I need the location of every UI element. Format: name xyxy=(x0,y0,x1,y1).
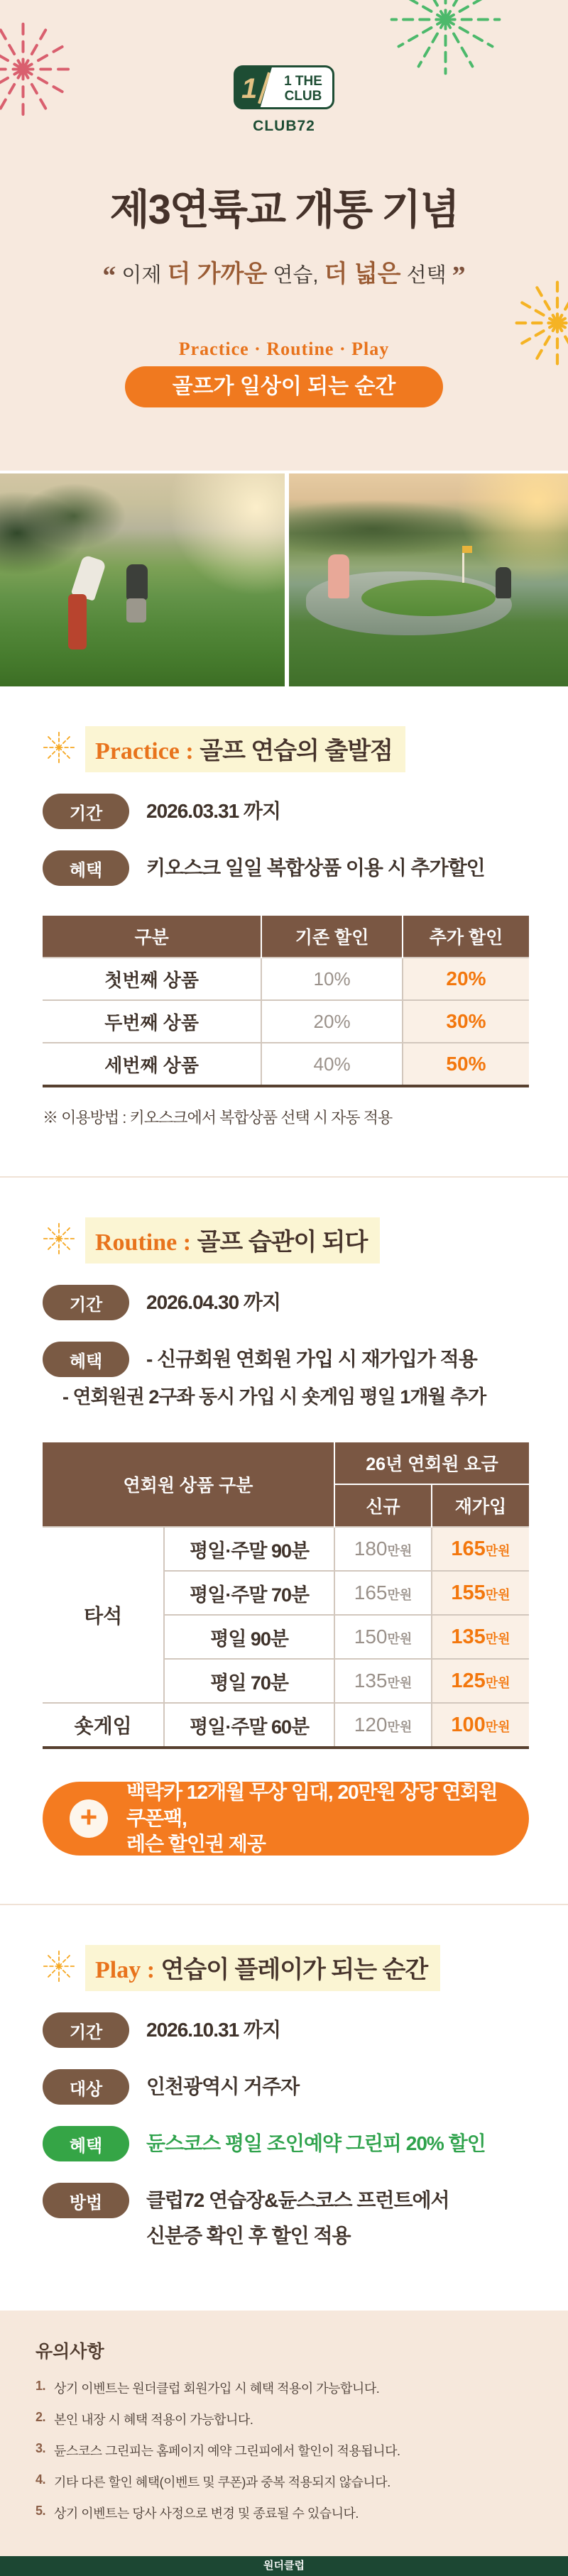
method-pill: 방법 xyxy=(43,2183,129,2218)
table-row xyxy=(43,1527,529,1571)
product-cell: 두번째 상품 xyxy=(43,1000,261,1043)
club-logo xyxy=(234,65,334,109)
col-header: 추가 할인 xyxy=(403,916,529,958)
play-method-row xyxy=(43,2183,529,2218)
member-col-header: 연회원 상품 구분 xyxy=(43,1442,334,1527)
practice-title xyxy=(85,726,405,772)
product-cell: 첫번째 상품 xyxy=(43,958,261,1000)
benefit-pill: 혜택 xyxy=(43,850,129,886)
rejoin-fee-cell: 165만원 xyxy=(432,1527,529,1571)
routine-benefit-row xyxy=(43,1342,529,1377)
period-pill: 기간 xyxy=(43,794,129,829)
play-benefit-row xyxy=(43,2126,529,2161)
new-fee-cell: 135만원 xyxy=(334,1659,432,1703)
practice-section xyxy=(0,686,568,1128)
rejoin-fee-cell: 135만원 xyxy=(432,1615,529,1659)
method-value-line2: 신분증 확인 후 할인 적용 xyxy=(146,2225,351,2247)
burst-icon xyxy=(43,1222,75,1259)
play-title-en: Play : xyxy=(95,1957,161,1983)
practice-period-row xyxy=(43,794,529,829)
period-pill: 기간 xyxy=(43,2012,129,2048)
subtitle-text-end: 선택 xyxy=(406,264,447,287)
rejoin-fee-cell: 125만원 xyxy=(432,1659,529,1703)
extra-discount-cell: 30% xyxy=(403,1000,529,1043)
new-col-header: 신규 xyxy=(334,1484,432,1527)
photo-strip xyxy=(0,471,568,686)
notice-item: 2. 본인 내장 시 혜택 적용이 가능합니다. xyxy=(36,2410,253,2427)
benefit-value: 키오스크 일일 복합상품 이용 시 추가할인 xyxy=(146,857,485,879)
benefit-value-green: 듄스코스 평일 조인예약 그린피 20% 할인 xyxy=(146,2132,486,2154)
coach-figure-pants xyxy=(68,594,87,650)
benefit-pill: 혜택 xyxy=(43,1342,129,1377)
table-row xyxy=(43,1043,529,1086)
logo-line2: CLUB xyxy=(284,89,322,104)
category-cell: 숏게임 xyxy=(43,1703,164,1748)
play-section xyxy=(0,1905,568,2282)
time-cell: 평일·주말 70분 xyxy=(164,1571,334,1615)
putting-green xyxy=(361,580,496,616)
golfer-figure-left xyxy=(328,554,349,598)
student-figure xyxy=(126,564,148,600)
notices-title: 유의사항 xyxy=(36,2342,104,2362)
hero-subtitle xyxy=(0,254,568,292)
subtitle-text: 이제 xyxy=(121,264,168,287)
bonus-line1: 백락카 12개월 무상 임대, 20만원 상당 연회원 쿠폰팩, xyxy=(126,1780,498,1829)
rejoin-fee-cell: 155만원 xyxy=(432,1571,529,1615)
logo-line1: 1 THE xyxy=(284,74,322,89)
new-fee-cell: 120만원 xyxy=(334,1703,432,1748)
notice-item: 5. 상기 이벤트는 당사 사정으로 변경 및 종료될 수 있습니다. xyxy=(36,2504,359,2521)
play-title xyxy=(85,1945,440,1991)
notice-item: 4. 기타 다른 할인 혜택(이벤트 및 쿠폰)과 중복 적용되지 않습니다. xyxy=(36,2472,390,2489)
play-title-ko: 연습이 플레이가 되는 순간 xyxy=(160,1956,428,1983)
routine-period-row xyxy=(43,1285,529,1320)
benefit-value-line1: - 신규회원 연회원 가입 시 재가입가 적용 xyxy=(146,1348,477,1370)
golfer-figure-right xyxy=(496,567,511,598)
practice-title-ko: 골프 연습의 출발점 xyxy=(200,738,393,764)
bonus-banner xyxy=(43,1782,529,1856)
routine-title-en: Routine : xyxy=(95,1229,197,1256)
fee-col-header: 26년 연회원 요금 xyxy=(334,1442,529,1484)
period-value: 2026.04.30 까지 xyxy=(146,1291,281,1313)
play-target-row xyxy=(43,2069,529,2105)
subtitle-bold1: 더 가까운 xyxy=(167,261,268,287)
period-pill: 기간 xyxy=(43,1285,129,1320)
hero-badge: 골프가 일상이 되는 순간 xyxy=(125,366,443,407)
routine-title xyxy=(85,1217,380,1264)
table-row xyxy=(43,958,529,1000)
logo-text-panel xyxy=(274,67,332,107)
page-title: 제3연륙교 개통 기념 xyxy=(109,187,459,233)
product-cell: 세번째 상품 xyxy=(43,1043,261,1086)
extra-discount-cell: 50% xyxy=(403,1043,529,1086)
footer-brand-bar: 원더클럽 xyxy=(0,2556,568,2576)
time-cell: 평일 70분 xyxy=(164,1659,334,1703)
subtitle-text-mid: 연습, xyxy=(273,264,324,287)
routine-title-ko: 골프 습관이 되다 xyxy=(197,1229,368,1256)
quote-close: ” xyxy=(452,261,466,291)
tagline: Practice · Routine · Play xyxy=(178,339,390,359)
new-fee-cell: 180만원 xyxy=(334,1527,432,1571)
routine-section xyxy=(0,1178,568,1856)
notice-item: 1. 상기 이벤트는 원더클럽 회원가입 시 혜택 적용이 가능합니다. xyxy=(36,2379,380,2396)
practice-title-en: Practice : xyxy=(95,738,200,764)
notice-list xyxy=(36,2379,532,2522)
target-pill: 대상 xyxy=(43,2069,129,2105)
student-figure-shorts xyxy=(126,598,146,623)
period-value: 2026.10.31 까지 xyxy=(146,2019,281,2041)
discount-table xyxy=(43,916,529,1087)
target-value: 인천광역시 거주자 xyxy=(146,2076,300,2098)
time-cell: 평일 90분 xyxy=(164,1615,334,1659)
benefit-value-line2: - 연회원권 2구좌 동시 가입 시 숏게임 평일 1개월 추가 xyxy=(62,1386,486,1408)
table-row xyxy=(43,1000,529,1043)
rejoin-fee-cell: 100만원 xyxy=(432,1703,529,1748)
logo-club-mark: 1 xyxy=(241,73,258,104)
old-discount-cell: 10% xyxy=(261,958,403,1000)
time-cell: 평일·주말 60분 xyxy=(164,1703,334,1748)
period-value: 2026.03.31 까지 xyxy=(146,800,281,822)
benefit-pill-green: 혜택 xyxy=(43,2126,129,2161)
method-value-line1: 클럽72 연습장&듄스코스 프런트에서 xyxy=(146,2189,449,2211)
membership-table xyxy=(43,1442,529,1749)
golf-lesson-photo xyxy=(0,473,285,686)
burst-icon xyxy=(43,731,75,767)
golf-course-sunset-photo xyxy=(289,473,568,686)
quote-open: “ xyxy=(102,261,116,291)
practice-benefit-row xyxy=(43,850,529,886)
col-header: 구분 xyxy=(43,916,261,958)
old-discount-cell: 40% xyxy=(261,1043,403,1086)
subtitle-bold2: 더 넓은 xyxy=(324,261,401,287)
extra-discount-cell: 20% xyxy=(403,958,529,1000)
brand-subtitle: CLUB72 xyxy=(253,118,315,134)
content xyxy=(0,686,568,2282)
firework-red-icon xyxy=(0,14,78,124)
play-period-row xyxy=(43,2012,529,2048)
flag-icon xyxy=(462,546,472,553)
rejoin-col-header: 재가입 xyxy=(432,1484,529,1527)
usage-note: ※ 이용방법 : 키오스크에서 복합상품 선택 시 자동 적용 xyxy=(43,1109,393,1127)
plus-icon: + xyxy=(70,1799,108,1838)
time-cell: 평일·주말 90분 xyxy=(164,1527,334,1571)
bonus-text xyxy=(126,1780,510,1858)
notice-item: 3. 듄스코스 그린피는 홈페이지 예약 그린피에서 할인이 적용됩니다. xyxy=(36,2441,400,2458)
hero-section xyxy=(0,0,568,471)
category-cell: 타석 xyxy=(43,1527,164,1703)
new-fee-cell: 150만원 xyxy=(334,1615,432,1659)
col-header: 기존 할인 xyxy=(261,916,403,958)
bonus-line2: 레슨 할인권 제공 xyxy=(126,1833,266,1856)
table-row xyxy=(43,1703,529,1748)
burst-icon xyxy=(43,1950,75,1986)
notices-section xyxy=(0,2311,568,2556)
old-discount-cell: 20% xyxy=(261,1000,403,1043)
new-fee-cell: 165만원 xyxy=(334,1571,432,1615)
firework-green-icon xyxy=(387,0,504,78)
